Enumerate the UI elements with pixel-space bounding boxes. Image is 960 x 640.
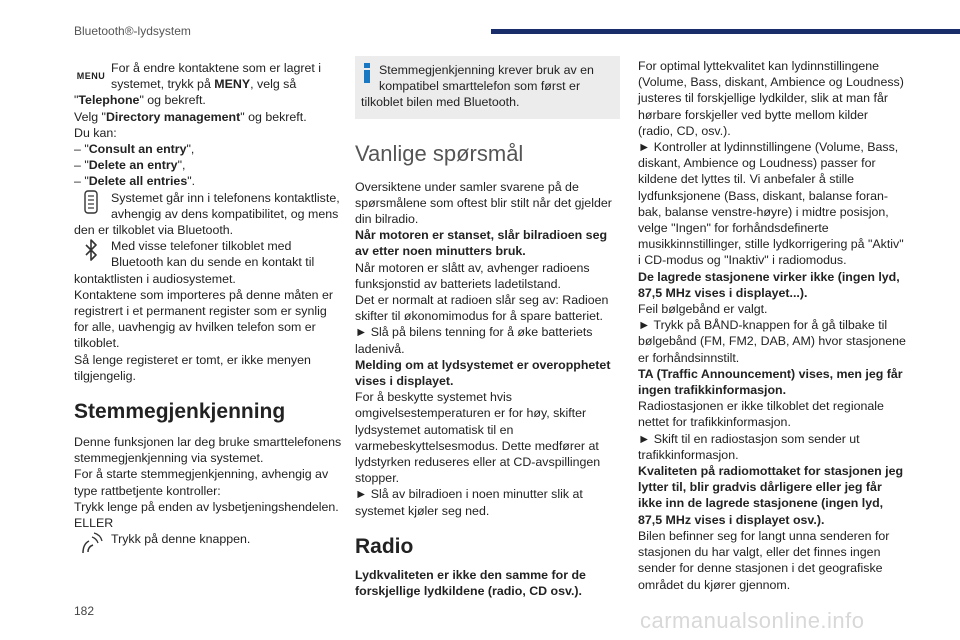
running-header: Bluetooth®-lydsystem <box>74 24 191 38</box>
paragraph: Feil bølgebånd er valgt. <box>638 302 768 317</box>
paragraph: ► Trykk på BÅND-knappen for å gå tilbake til bølgebånd (FM, FM2, DAB, AM) hvor stasjonene er forhåndsinnstilt. <box>638 318 906 365</box>
paragraph: Du kan: <box>74 125 117 140</box>
paragraph: Med visse telefoner tilkoblet med Bluetooth kan du sende en kontakt til kontaktlisten i audiosystemet. <box>74 239 315 286</box>
paragraph: For å endre kontaktene som er lagret i systemet, trykk på MENY, velg så <box>111 61 322 92</box>
question: Når motoren er stanset, slår bilradioen seg av etter noen minutters bruk. <box>355 228 608 259</box>
voice-command-icon <box>74 531 108 561</box>
watermark: carmanualsonline.info <box>640 608 865 633</box>
question: De lagrede stasjonene virker ikke (ingen lyd, 87,5 MHz vises i displayet...). <box>638 269 900 300</box>
paragraph: Trykk på denne knappen. <box>111 532 251 547</box>
section-heading: Radio <box>355 534 414 558</box>
paragraph: ► Kontroller at lydinnstillingene (Volume, Bass, diskant, Ambience og Loudness) passer for kildene det lyttes til. Vi anbefaler å stille lydfunksjonene (Bass, diskant, balanse foran-bak, balanse venstre-høyre) i midtre posisjon, velge "Ingen" for forhåndsdefinerte musikkinnstillinger, stille lydkorrigering på "Aktiv" i CD-modus og "Inaktiv" i radiomodus. <box>638 140 904 268</box>
paragraph: Det er normalt at radioen slår seg av: Radioen skifter til økonomimodus for å spare batteriet. <box>355 293 609 324</box>
paragraph: Velg "Directory management" og bekreft. <box>74 109 307 124</box>
question: Lydkvaliteten er ikke den samme for de forskjellige lydkildene (radio, CD osv.). <box>355 567 586 599</box>
column-left <box>74 60 344 561</box>
section-heading: Vanlige spørsmål <box>355 140 524 166</box>
paragraph: Når motoren er slått av, avhenger radioens funksjonstid av batteriets ladetilstand. <box>355 260 590 291</box>
paragraph: For å starte stemmegjenkjenning, avhengig av type rattbetjente kontroller: <box>74 467 329 498</box>
paragraph: "Telephone" og bekreft. <box>74 93 206 108</box>
list-item: – "Consult an entry", <box>74 142 195 157</box>
menu-icon: MENU <box>76 71 106 81</box>
paragraph: Oversiktene under samler svarene på de spørsmålene som oftest blir stilt når det gjelder din bilradio. <box>355 179 612 227</box>
paragraph: ► Slå av bilradioen i noen minutter slik at systemet kjøler seg ned. <box>355 487 583 518</box>
paragraph: Denne funksjonen lar deg bruke smarttelefonens stemmegjenkjenning via systemet. <box>74 435 342 466</box>
column-right <box>638 58 906 593</box>
paragraph: Kontaktene som importeres på denne måten er registrert i et permanent register som er synlig for alle, uavhengig av hvilken telefon som er tilkoblet. <box>74 287 333 351</box>
paragraph: Bilen befinner seg for langt unna senderen for stasjonen du har valgt, eller det finnes ingen sender for denne stasjonen i det geografiske området du kjører gjennom. <box>638 528 890 592</box>
phonebook-icon <box>74 190 108 220</box>
list-item: – "Delete all entries". <box>74 174 196 189</box>
paragraph: Radiostasjonen er ikke tilkoblet det regionale nettet for trafikkinformasjon. <box>638 399 884 430</box>
info-icon <box>361 63 373 83</box>
paragraph: ► Slå på bilens tenning for å øke batteriets ladenivå. <box>355 325 593 356</box>
question: Melding om at lydsystemet er overopphetet vises i displayet. <box>355 357 611 389</box>
paragraph: Så lenge registeret er tomt, er ikke menyen tilgjengelig. <box>74 352 311 383</box>
question: TA (Traffic Announcement) vises, men jeg får ingen trafikkinformasjon. <box>638 366 903 398</box>
paragraph: Trykk lenge på enden av lysbetjeningshendelen. <box>74 499 339 514</box>
section-heading: Stemmegjenkjenning <box>74 400 286 424</box>
page-number: 182 <box>74 604 95 618</box>
info-box: Stemmegjenkjenning krever bruk av en kompatibel smarttelefon som først er tilkoblet bilen med Bluetooth. <box>355 56 620 119</box>
question: Kvaliteten på radiomottaket for stasjonen jeg lytter til, blir gradvis dårligere eller jeg får ikke inn de lagrede stasjonene (ingen lyd, 87,5 MHz vises i displayet osv.). <box>638 464 904 527</box>
paragraph: For optimal lyttekvalitet kan lydinnstillingene (Volume, Bass, diskant, Ambience og Loudness) justeres til forskjellige lydkilder, slik at man får hørbare forskjeller ved bytte mellom kilder (radio, CD, osv.). <box>638 59 904 138</box>
column-middle <box>355 56 620 599</box>
paragraph: ► Skift til en radiostasjon som sender ut trafikkinformasjon. <box>638 431 860 462</box>
paragraph: For å beskytte systemet hvis omgivelsestemperaturen er for høy, skifter lydsystemet automatisk til en varmebeskyttelsesmodus. Dette medfører at lydstyrken reduseres eller at CD-avspillingen stopper. <box>355 390 601 486</box>
list-item: – "Delete an entry", <box>74 158 186 173</box>
header-accent-bar <box>491 29 960 34</box>
bluetooth-icon <box>74 238 108 268</box>
paragraph: ELLER <box>74 516 114 531</box>
paragraph: Systemet går inn i telefonens kontaktliste, avhengig av dens kompatibilitet, og mens den er tilkoblet via Bluetooth. <box>74 190 340 238</box>
